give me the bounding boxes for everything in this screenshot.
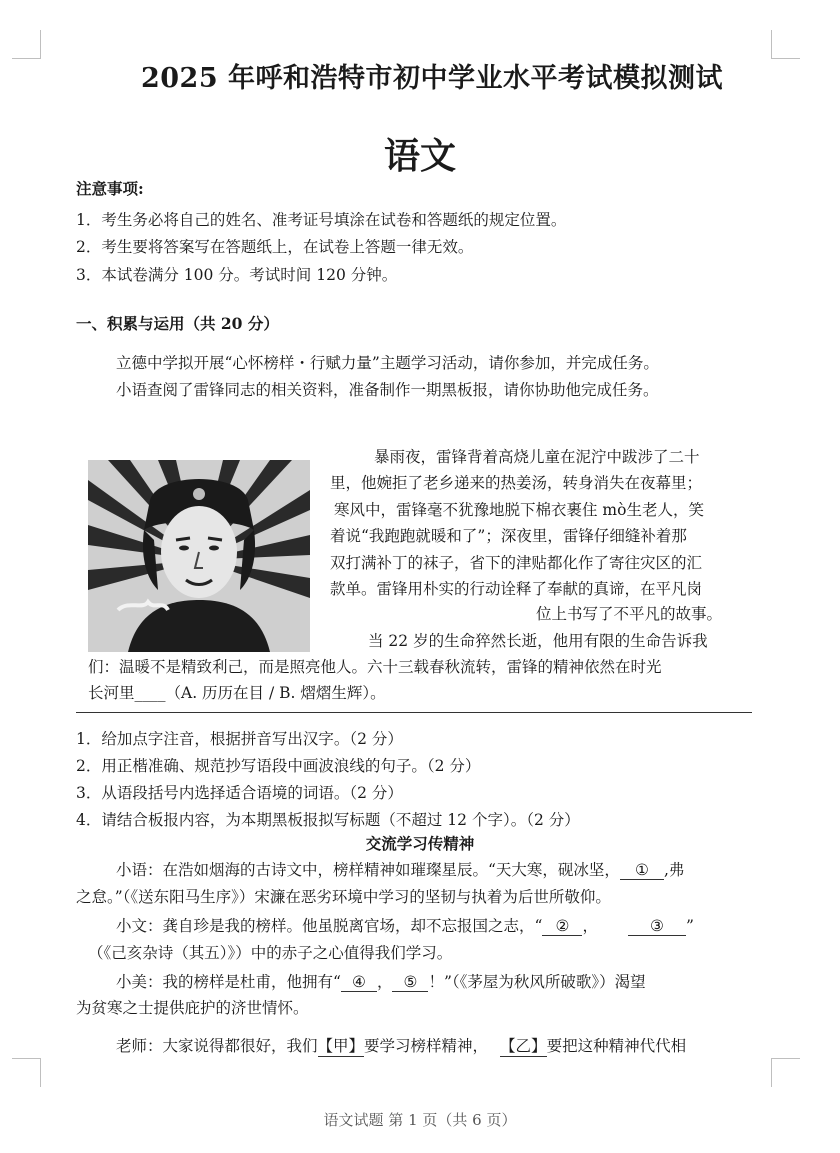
section-divider — [76, 712, 752, 713]
board-line: 寒风中，雷锋毫不犹豫地脱下棉衣裹住 mò生老人，笑 — [334, 501, 704, 519]
question-item: 1．给加点字注音，根据拼音写出汉字。（2 分） — [76, 730, 403, 748]
answer-blank-2: ② — [542, 917, 582, 936]
lei-feng-portrait — [88, 460, 310, 652]
exchange-text: 老师：大家说得都很好，我们 — [116, 1037, 318, 1055]
exchange-text: 小语：在浩如烟海的古诗文中，榜样精神如璀璨星辰。“天大寒，砚冰坚， — [116, 861, 620, 879]
crop-mark-top-right — [771, 30, 800, 59]
exchange-text: 要把这种精神代代相 — [546, 1037, 687, 1055]
board-line: 里，他婉拒了老乡递来的热姜汤，转身消失在夜幕里； — [330, 474, 703, 492]
crop-mark-top-left — [12, 30, 41, 59]
answer-blank-3: ③ — [628, 917, 686, 936]
board-line: 当 22 岁的生命猝然长逝，他用有限的生命告诉我 — [368, 632, 708, 650]
exchange-text: 小美：我的榜样是杜甫，他拥有“ — [116, 973, 341, 991]
crop-mark-bottom-left — [12, 1058, 41, 1087]
board-line: 暴雨夜，雷锋背着高烧儿童在泥泞中跋涉了二十 — [374, 448, 700, 466]
exam-title: 2025 年呼和浩特市初中学业水平考试模拟测试 — [140, 63, 724, 94]
exchange-text: 要学习榜样精神， — [364, 1037, 489, 1055]
answer-blank-jia: 【甲】 — [318, 1034, 365, 1057]
page-footer: 语文试题 第 1 页（共 6 页） — [323, 1111, 517, 1129]
intro-line: 立德中学拟开展“心怀榜样・行赋力量”主题学习活动，请你参加，并完成任务。 — [116, 354, 659, 372]
exchange-paragraph-2 — [116, 914, 694, 936]
exchange-text: 小文：龚自珍是我的榜样。他虽脱离官场，却不忘报国之志，“ — [116, 917, 543, 935]
exchange-paragraph-3 — [116, 970, 646, 992]
answer-blank-5: ⑤ — [392, 973, 428, 992]
board-line: 位上书写了不平凡的故事。 — [536, 605, 723, 623]
exchange-text: 为贫寒之士提供庇护的济世情怀。 — [76, 999, 309, 1017]
answer-blank-yi: 【乙】 — [500, 1034, 547, 1057]
exchange-paragraph-4 — [116, 1034, 686, 1057]
exchange-text: ,弗 — [663, 861, 685, 879]
exchange-text: ！”（《茅屋为秋风所破歌》）渴望 — [428, 973, 646, 991]
exchange-text: ， — [582, 917, 598, 935]
board-line: 们：温暖不是精致利己，而是照亮他人。六十三载春秋流转，雷锋的精神依然在时光 — [88, 658, 662, 676]
answer-blank-4: ④ — [341, 973, 377, 992]
section-heading: 一、积累与运用（共 20 分） — [76, 314, 279, 333]
question-item: 3．从语段括号内选择适合语境的词语。（2 分） — [76, 784, 403, 802]
board-line: 着说“我跑跑就暖和了”；深夜里，雷锋仔细缝补着那 — [330, 527, 687, 545]
board-line: 双打满补丁的袜子，省下的津贴都化作了寄往灾区的汇 — [330, 554, 703, 572]
subject-title: 语文 — [383, 135, 456, 177]
notice-item: 2．考生要将答案写在答题纸上，在试卷上答题一律无效。 — [76, 238, 474, 256]
exchange-paragraph-1 — [116, 858, 684, 880]
exchange-text: ， — [376, 973, 393, 991]
exchange-text: （《己亥杂诗（其五）》）中的赤子之心值得我们学习。 — [88, 944, 453, 962]
notice-heading: 注意事项: — [76, 179, 144, 198]
answer-blank-1: ① — [620, 861, 664, 880]
exchange-text: ” — [685, 917, 694, 935]
notice-item: 3．本试卷满分 100 分。考试时间 120 分钟。 — [76, 266, 398, 284]
crop-mark-bottom-right — [771, 1058, 800, 1087]
board-line: 长河里____（A. 历历在目 / B. 熠熠生辉）。 — [88, 684, 386, 702]
question-item: 4．请结合板报内容，为本期黑板报拟写标题（不超过 12 个字）。（2 分） — [76, 811, 580, 829]
exchange-text: 之怠。”（《送东阳马生序》）宋濂在恶劣环境中学习的坚韧与执着为后世所敬仰。 — [76, 888, 611, 906]
question-item: 2．用正楷准确、规范抄写语段中画波浪线的句子。（2 分） — [76, 757, 481, 775]
notice-item: 1．考生务必将自己的姓名、准考证号填涂在试卷和答题纸的规定位置。 — [76, 211, 567, 229]
board-line: 款单。雷锋用朴实的行动诠释了奉献的真谛，在平凡岗 — [330, 580, 703, 598]
intro-line: 小语查阅了雷锋同志的相关资料，准备制作一期黑板报，请你协助他完成任务。 — [116, 381, 659, 399]
portrait-drawing — [88, 460, 310, 652]
exchange-title: 交流学习传精神 — [365, 834, 475, 853]
